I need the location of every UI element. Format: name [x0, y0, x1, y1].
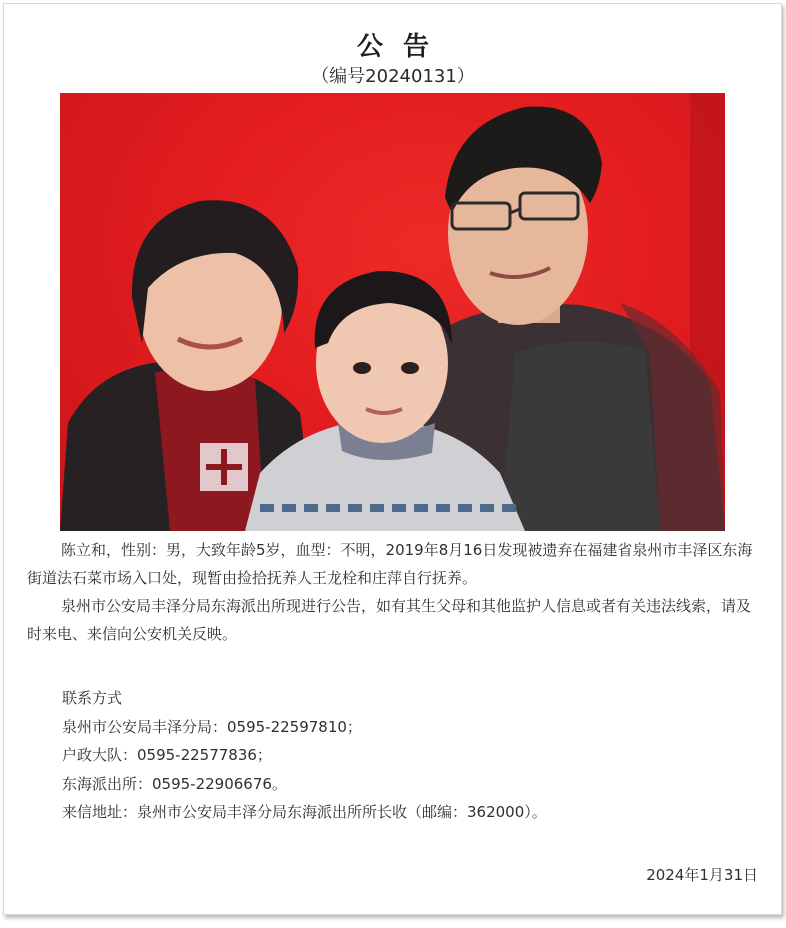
notice-paragraph-request: 泉州市公安局丰泽分局东海派出所现进行公告，如有其生父母和其他监护人信息或者有关违法线索，请及时来电、来信向公安机关反映。 [27, 597, 752, 643]
contact-line-police-station: 东海派出所：0595-22906676。 [62, 774, 287, 793]
notice-date: 2024年1月31日 [646, 866, 758, 884]
family-photo [60, 93, 725, 531]
contact-line-household-registration: 户政大队：0595-22577836； [62, 746, 272, 765]
contact-section [62, 684, 762, 827]
notice-serial-number: （编号20240131） [311, 66, 475, 87]
contact-heading: 联系方式 [62, 689, 123, 707]
notice-paragraph-description: 陈立和，性别：男，大致年龄5岁，血型：不明，2019年8月16日发现被遗弃在福建省泉州市丰泽区东海街道法石菜市场入口处，现暂由捡拾抚养人王龙栓和庄萍自行抚养。 [27, 541, 753, 587]
contact-line-police-bureau: 泉州市公安局丰泽分局：0595-22597810； [62, 717, 362, 736]
contact-line-mailing-address: 来信地址：泉州市公安局丰泽分局东海派出所所长收（邮编：362000）。 [62, 803, 547, 822]
notice-title: 公告 [356, 32, 449, 62]
notice-body [27, 536, 762, 648]
